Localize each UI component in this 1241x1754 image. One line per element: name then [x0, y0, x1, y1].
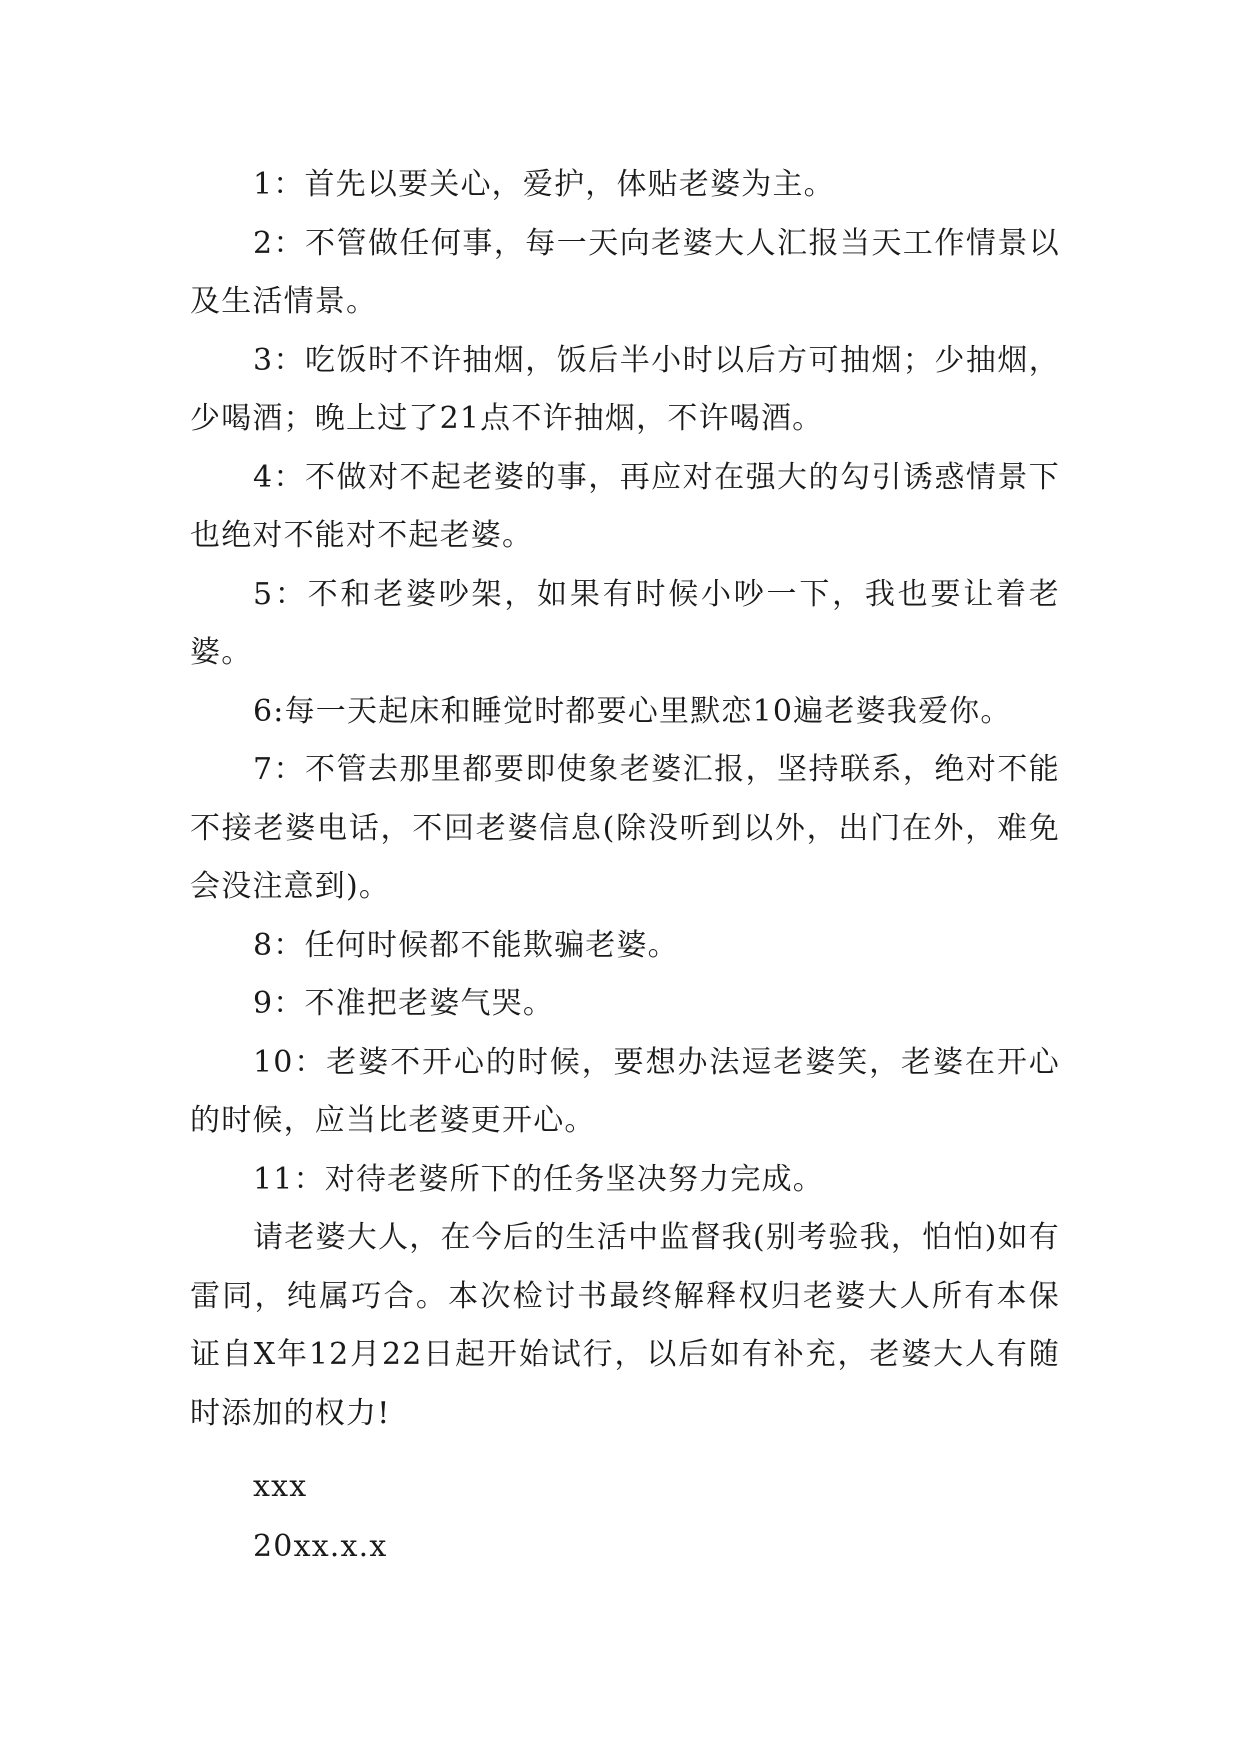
signature-date: 20xx.x.x	[253, 1529, 388, 1564]
paragraph-item-3: 3：吃饭时不许抽烟，饭后半小时以后方可抽烟；少抽烟，少喝酒；晚上过了21点不许抽烟，不许喝酒。	[190, 342, 1060, 436]
closing-paragraph: 请老婆大人，在今后的生活中监督我(别考验我，怕怕)如有雷同，纯属巧合。本次检讨书最终解释权归老婆大人所有本保证自X年12月22日起开始试行，以后如有补充，老婆大人有随时添加的权力!	[190, 1220, 1060, 1431]
paragraph-item-5: 5：不和老婆吵架，如果有时候小吵一下，我也要让着老婆。	[190, 576, 1060, 670]
paragraph-item-4: 4：不做对不起老婆的事，再应对在强大的勾引诱惑情景下也绝对不能对不起老婆。	[190, 459, 1060, 553]
paragraph-item-6: 6:每一天起床和睡觉时都要心里默恋10遍老婆我爱你。	[253, 693, 1012, 729]
signature: xxx	[253, 1469, 308, 1504]
paragraph-item-1: 1：首先以要关心，爱护，体贴老婆为主。	[253, 167, 835, 202]
paragraph-item-11: 11：对待老婆所下的任务坚决努力完成。	[253, 1161, 824, 1197]
paragraph-item-9: 9：不准把老婆气哭。	[253, 986, 555, 1021]
paragraph-item-10: 10：老婆不开心的时候，要想办法逗老婆笑，老婆在开心的时候，应当比老婆更开心。	[190, 1044, 1060, 1138]
paragraph-item-2: 2：不管做任何事，每一天向老婆大人汇报当天工作情景以及生活情景。	[190, 225, 1060, 319]
paragraph-item-7: 7：不管去那里都要即使象老婆汇报，坚持联系，绝对不能不接老婆电话，不回老婆信息(除没听到以外，出门在外，难免会没注意到)。	[190, 752, 1060, 904]
document-body	[190, 156, 1060, 1577]
paragraph-item-8: 8：任何时候都不能欺骗老婆。	[253, 927, 679, 963]
